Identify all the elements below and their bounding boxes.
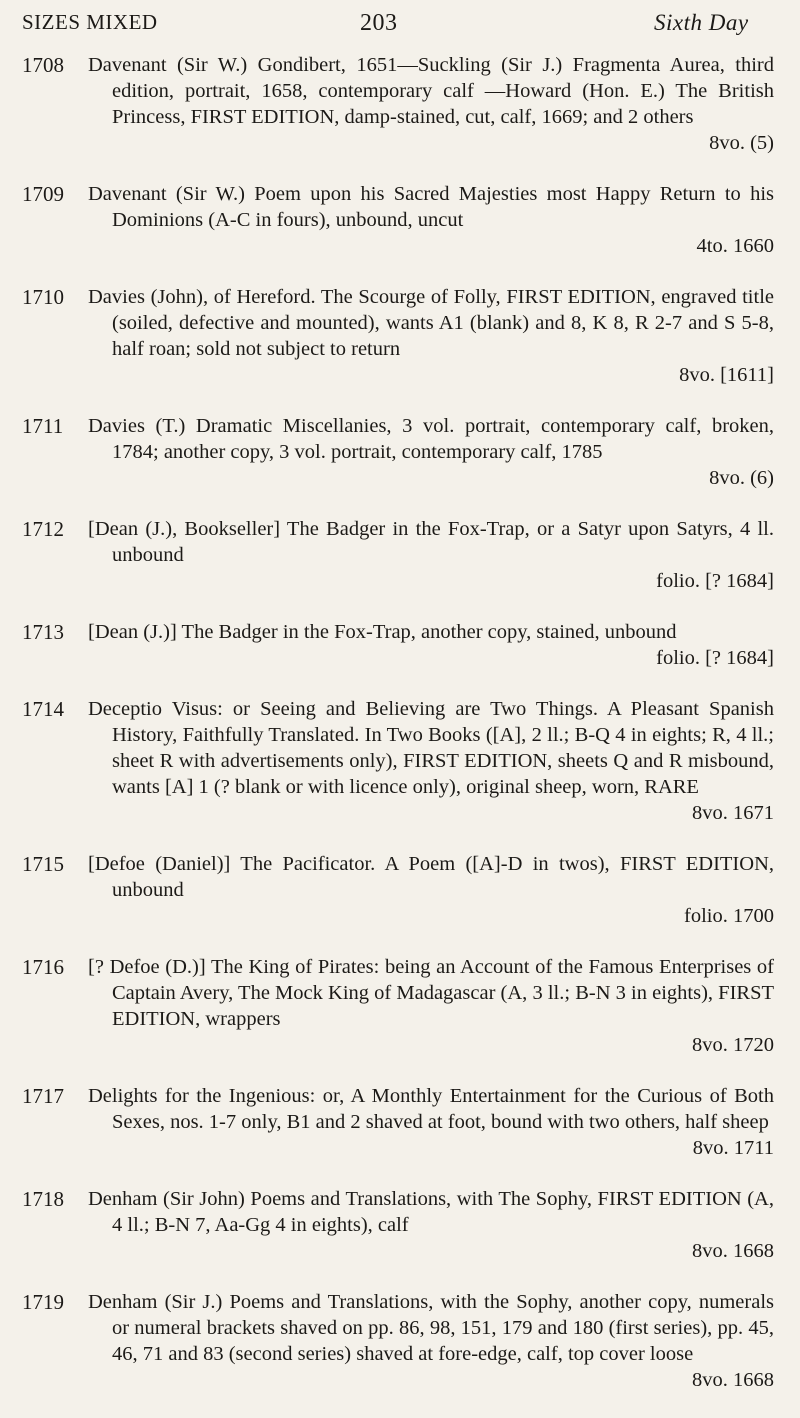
lot-number: 1708 [22, 53, 64, 77]
entry-description [88, 954, 774, 1058]
page-header [0, 10, 800, 40]
catalogue-entry [0, 696, 800, 826]
entry-format: 8vo. 1668 [692, 1369, 774, 1391]
entry-format: 8vo. 1711 [692, 1137, 774, 1159]
entry-description [88, 619, 774, 671]
catalogue-entry [0, 1083, 800, 1161]
lot-number: 1709 [22, 182, 64, 206]
lot-number: 1711 [22, 414, 64, 438]
entry-text: Davies (John), of Hereford. The Scourge of Folly, FIRST EDITION, engraved title (soiled, defective and mounted), wants A1 (blank) and 8, K 8, R 2-7 and S 5-8, half roan; sold not subject to return [88, 286, 774, 360]
page-number: 203 [360, 10, 398, 36]
catalogue-entry [0, 1289, 800, 1393]
entry-text: [Defoe (Daniel)] The Pacificator. A Poem ([A]-D in twos), FIRST EDITION, unbound [88, 853, 774, 901]
catalogue-entry [0, 954, 800, 1058]
entry-format: folio. 1700 [684, 905, 774, 927]
running-head-right: Sixth Day [654, 10, 749, 35]
catalogue-entry [0, 52, 800, 156]
catalogue-entry [0, 413, 800, 491]
catalogue-entries [0, 52, 800, 1418]
lot-number: 1710 [22, 285, 64, 309]
entry-description [88, 696, 774, 826]
lot-number: 1718 [22, 1187, 64, 1211]
lot-number: 1717 [22, 1084, 64, 1108]
entry-format: 8vo. (5) [709, 132, 774, 154]
entry-description [88, 1289, 774, 1393]
entry-text: Deceptio Visus: or Seeing and Believing are Two Things. A Pleasant Spanish History, Faithfully Translated. In Two Books ([A], 2 ll.; B-Q 4 in eights; R, 4 ll.; sheet R with advertisements only), FIRST EDITION, sheets Q and R misbound, wants [A] 1 (? blank or with licence only), original sheep, worn, RARE [88, 698, 774, 798]
entry-description [88, 181, 774, 259]
entry-description [88, 851, 774, 929]
entry-description [88, 1083, 774, 1161]
lot-number: 1716 [22, 955, 64, 979]
catalogue-entry [0, 619, 800, 671]
entry-format: 8vo. 1668 [692, 1240, 774, 1262]
catalogue-entry [0, 284, 800, 388]
entry-description [88, 413, 774, 491]
entry-text: Davies (T.) Dramatic Miscellanies, 3 vol. portrait, contemporary calf, broken, 1784; another copy, 3 vol. portrait, contemporary calf, 1785 [88, 415, 774, 463]
entry-format: 8vo. 1720 [692, 1034, 774, 1056]
lot-number: 1714 [22, 697, 64, 721]
lot-number: 1719 [22, 1290, 64, 1314]
entry-format: 8vo. (6) [709, 467, 774, 489]
catalogue-entry [0, 851, 800, 929]
entry-description [88, 516, 774, 594]
catalogue-entry [0, 516, 800, 594]
entry-format: 4to. 1660 [696, 235, 774, 257]
entry-text: Davenant (Sir W.) Poem upon his Sacred Majesties most Happy Return to his Dominions (A-C in fours), unbound, uncut [88, 183, 774, 231]
lot-number: 1712 [22, 517, 64, 541]
entry-text: [Dean (J.)] The Badger in the Fox-Trap, another copy, stained, unbound [88, 621, 677, 643]
entry-format: folio. [? 1684] [656, 647, 774, 669]
entry-text: Delights for the Ingenious: or, A Monthly Entertainment for the Curious of Both Sexes, nos. 1-7 only, B1 and 2 shaved at foot, bound with two others, half sheep [88, 1085, 774, 1133]
entry-format: 8vo. [1611] [679, 364, 774, 386]
entry-format: 8vo. 1671 [692, 802, 774, 824]
entry-text: [Dean (J.), Bookseller] The Badger in the Fox-Trap, or a Satyr upon Satyrs, 4 ll. unbound [88, 518, 774, 566]
entry-description [88, 1186, 774, 1264]
running-head-left: SIZES MIXED [22, 10, 158, 34]
entry-text: Denham (Sir John) Poems and Translations, with The Sophy, FIRST EDITION (A, 4 ll.; B-N 7, Aa-Gg 4 in eights), calf [88, 1188, 774, 1236]
lot-number: 1713 [22, 620, 64, 644]
entry-text: Denham (Sir J.) Poems and Translations, with the Sophy, another copy, numerals or numeral brackets shaved on pp. 86, 98, 151, 179 and 180 (first series), pp. 45, 46, 71 and 83 (second series) shaved at fore-edge, calf, top cover loose [88, 1291, 774, 1365]
entry-description [88, 284, 774, 388]
entry-text: [? Defoe (D.)] The King of Pirates: being an Account of the Famous Enterprises of Captain Avery, The Mock King of Madagascar (A, 3 ll.; B-N 3 in eights), FIRST EDITION, wrappers [88, 956, 774, 1030]
lot-number: 1715 [22, 852, 64, 876]
entry-text: Davenant (Sir W.) Gondibert, 1651—Suckling (Sir J.) Fragmenta Aurea, third edition, portrait, 1658, contemporary calf —Howard (Hon. E.) The British Princess, FIRST EDITION, damp-stained, cut, calf, 1669; and 2 others [88, 54, 774, 128]
entry-format: folio. [? 1684] [656, 570, 774, 592]
catalogue-entry [0, 1186, 800, 1264]
entry-description [88, 52, 774, 156]
catalogue-entry [0, 181, 800, 259]
